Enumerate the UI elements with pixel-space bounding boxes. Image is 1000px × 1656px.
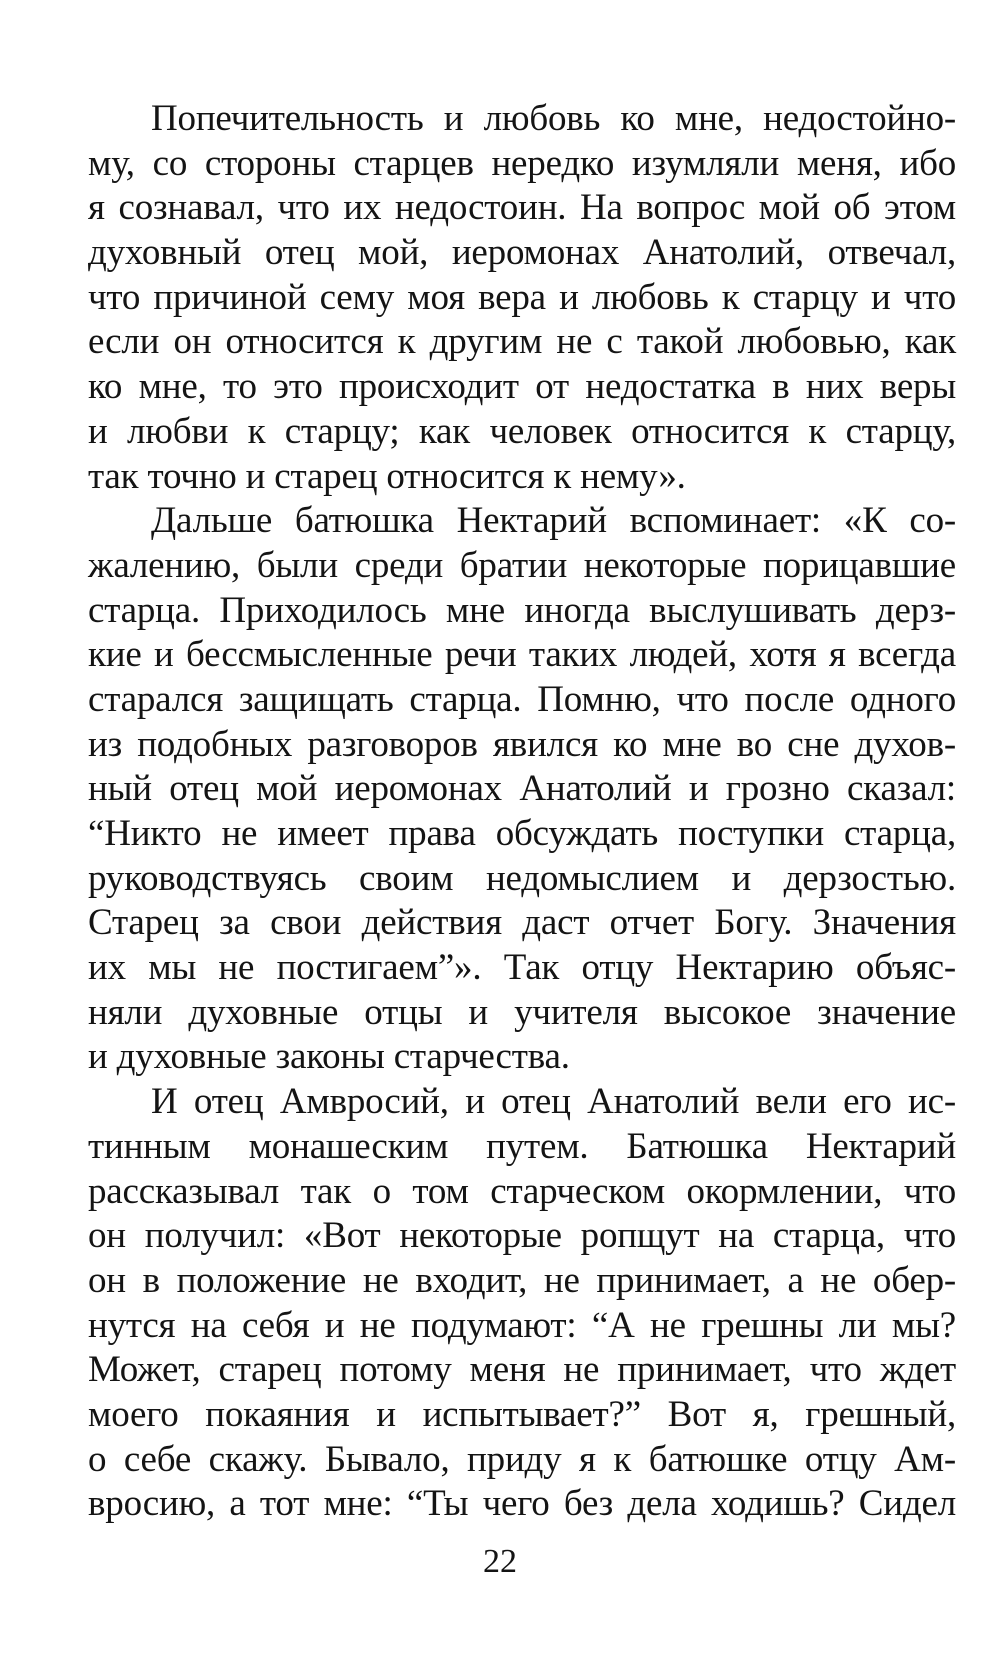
text-line: Может, старец потому меня не принимает, что ждет [88, 1349, 956, 1391]
text-line: старался защищать старца. Помню, что после одного [88, 678, 956, 720]
text-line: няли духовные отцы и учителя высокое значение [88, 991, 956, 1033]
text-line: так точно и старец относится к нему». [88, 455, 686, 497]
text-line: жалению, были среди братии некоторые порицавшие [88, 544, 956, 586]
text-line: вросию, а тот мне: “Ты чего без дела ходишь? Сидел [88, 1483, 956, 1525]
text-line: ный отец мой иеромонах Анатолий и грозно сказал: [88, 768, 956, 810]
page-number: 22 [483, 1543, 517, 1580]
text-line: он в положение не входит, не принимает, а не обер- [88, 1259, 956, 1301]
text-line: “Никто не имеет права обсуждать поступки старца, [88, 813, 956, 854]
text-line: кие и бессмысленные речи таких людей, хотя я всегда [88, 634, 956, 676]
text-line: я сознавал, что их недостоин. На вопрос мой об этом [88, 187, 956, 229]
text-line: о себе скажу. Бывало, приду я к батюшке отцу Ам- [88, 1438, 956, 1480]
paragraph-3 [88, 1080, 956, 1527]
text-line: что причиной сему моя вера и любовь к старцу и что [88, 276, 956, 318]
text-line: ко мне, то это происходит от недостатка в них веры [88, 366, 956, 408]
text-line: духовный отец мой, иеромонах Анатолий, отвечал, [88, 232, 956, 274]
text-line: старца. Приходилось мне иногда выслушивать дерз- [88, 589, 956, 631]
text-line: и духовные законы старчества. [88, 1036, 570, 1078]
text-line: моего покаяния и испытывает?” Вот я, грешный, [88, 1393, 956, 1435]
text-line: Старец за свои действия даст отчет Богу. Значения [88, 902, 956, 944]
text-line: Дальше батюшка Нектарий вспоминает: «К со- [151, 500, 956, 542]
text-line: И отец Амвросий, и отец Анатолий вели его ис- [151, 1081, 956, 1123]
text-line: если он относится к другим не с такой любовью, как [88, 321, 956, 363]
text-line: рассказывал так о том старческом окормлении, что [88, 1170, 956, 1212]
text-line: их мы не постигаем”». Так отцу Нектарию объяс- [88, 947, 956, 989]
text-line: Попечительность и любовь ко мне, недостойно- [151, 98, 956, 139]
text-line: тинным монашеским путем. Батюшка Нектарий [88, 1125, 956, 1167]
text-line: и любви к старцу; как человек относится к старцу, [88, 410, 956, 452]
text-line: он получил: «Вот некоторые ропщут на старца, что [88, 1215, 956, 1257]
text-line: руководствуясь своим недомыслием и дерзостью. [88, 857, 956, 899]
text-line: му, со стороны старцев нередко изумляли меня, ибо [88, 142, 956, 184]
paragraph-1 [88, 97, 956, 499]
paragraph-2 [88, 499, 956, 1080]
text-line: из подобных разговоров явился ко мне во сне духов- [88, 723, 956, 765]
body-text [88, 97, 956, 1527]
text-line: нутся на себя и не подумают: “А не грешны ли мы? [88, 1304, 956, 1346]
